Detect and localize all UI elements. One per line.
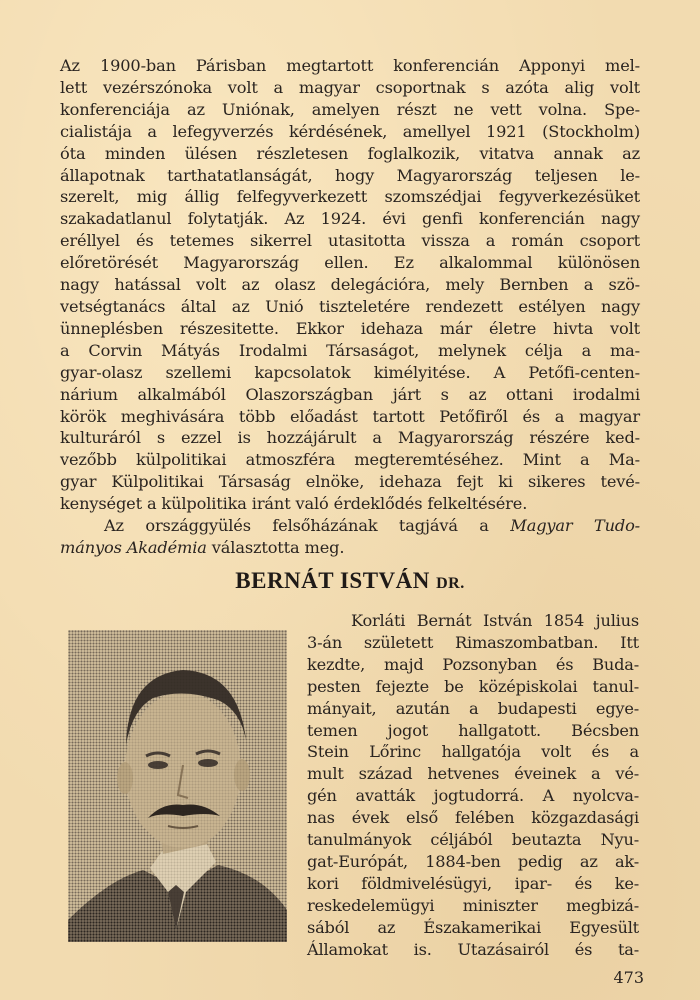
bio-text-line: Államokat is. Utazásairól és ta- bbox=[307, 939, 639, 959]
text-line bbox=[60, 537, 640, 559]
text-line: kulturáról s ezzel is hozzájárult a Magyarország részére ked- bbox=[60, 428, 640, 448]
italic-text-run: mányos Akadémia bbox=[60, 537, 207, 557]
bio-text-line: Stein Lőrinc hallgatója volt és a bbox=[307, 742, 639, 762]
bio-text-line: nas évek első felében közgazdasági bbox=[307, 808, 639, 828]
text-line: gyar-olasz szellemi kapcsolatok kimélyitése. A Petőfi-centen- bbox=[60, 362, 640, 382]
bio-text-line: mányait, azután a budapesti egye- bbox=[307, 698, 639, 718]
text-line: gyar Külpolitikai Társaság elnöke, idehaza fejt ki sikeres tevé- bbox=[60, 472, 640, 492]
entry-title-suffix: DR. bbox=[436, 575, 465, 592]
paragraph-apponyi bbox=[60, 55, 640, 559]
entry-heading bbox=[0, 568, 700, 594]
page-number: 473 bbox=[613, 968, 644, 987]
text-line: nárium alkalmából Olaszországban járt s az ottani irodalmi bbox=[60, 384, 640, 404]
bio-text-line: kori földmivelésügyi, ipar- és ke- bbox=[307, 873, 639, 893]
text-line: óta minden ülésen részletesen foglalkozik, vitatva annak az bbox=[60, 143, 640, 163]
text-run: Az országgyülés felsőházának tagjává a bbox=[104, 516, 511, 536]
text-line: Az 1900-ban Párisban megtartott konferencián Apponyi mel- bbox=[60, 56, 640, 75]
bio-text-line: Korláti Bernát István 1854 julius bbox=[351, 611, 639, 630]
bio-text-line: kezdte, majd Pozsonyban és Buda- bbox=[307, 654, 639, 674]
bio-text-line: gat-Európát, 1884-ben pedig az ak- bbox=[307, 851, 639, 871]
portrait-illustration bbox=[68, 630, 287, 942]
bio-text-line: tanulmányok céljából beutazta Nyu- bbox=[307, 830, 639, 850]
entry-name: BERNÁT ISTVÁN bbox=[235, 568, 430, 593]
text-line: állapotnak tarthatatlanságát, hogy Magyarország teljesen le- bbox=[60, 165, 640, 185]
text-line: kenységet a külpolitika iránt való érdeklődés felkeltésére. bbox=[60, 494, 528, 514]
bio-text-line: sából az Északamerikai Egyesült bbox=[307, 917, 639, 937]
bio-text-line: temen jogot hallgatott. Bécsben bbox=[307, 720, 639, 740]
bio-text-line: pesten fejezte be középiskolai tanul- bbox=[307, 676, 639, 696]
text-line bbox=[60, 515, 640, 537]
text-line: eréllyel és tetemes sikerrel utasitotta vissza a román csoport bbox=[60, 231, 640, 251]
bio-text-line: reskedelemügyi miniszter megbizá- bbox=[307, 895, 639, 915]
text-line: körök meghivására több előadást tartott Petőfiről és a magyar bbox=[60, 406, 640, 426]
text-run: választotta meg. bbox=[206, 537, 345, 557]
text-line: szerelt, mig állig felfegyverkezett szomszédjai fegyverkezésüket bbox=[60, 187, 640, 207]
bio-text-line: gén avatták jogtudorrá. A nyolcva- bbox=[307, 786, 639, 806]
bio-text-line: mult század hetvenes éveinek a vé- bbox=[307, 764, 639, 784]
text-line: ünneplésben részesitette. Ekkor idehaza már életre hivta volt bbox=[60, 318, 640, 338]
italic-text-run: Magyar Tudo- bbox=[510, 516, 640, 536]
biography-paragraph bbox=[307, 610, 639, 961]
text-line: előretörését Magyarország ellen. Ez alkalommal különösen bbox=[60, 253, 640, 273]
text-line: vetségtanács által az Unió tiszteletére rendezett estélyen nagy bbox=[60, 296, 640, 316]
text-line: a Corvin Mátyás Irodalmi Társaságot, melynek célja a ma- bbox=[60, 340, 640, 360]
text-line: vezőbb külpolitikai atmoszféra megteremtéséhez. Mint a Ma- bbox=[60, 450, 640, 470]
text-line: szakadatlanul folytatják. Az 1924. évi genfi konferencián nagy bbox=[60, 209, 640, 229]
text-line: cialistája a lefegyverzés kérdésének, amellyel 1921 (Stockholm) bbox=[60, 121, 640, 141]
text-line: lett vezérszónoka volt a magyar csoportnak s azóta alig volt bbox=[60, 77, 640, 97]
bio-text-line: 3-án született Rimaszombatban. Itt bbox=[307, 632, 639, 652]
text-line: nagy hatással volt az olasz delegációra, mely Bernben a szö- bbox=[60, 275, 640, 295]
text-line: konferenciája az Uniónak, amelyen részt ne vett volna. Spe- bbox=[60, 99, 640, 119]
portrait-photo bbox=[68, 630, 287, 942]
